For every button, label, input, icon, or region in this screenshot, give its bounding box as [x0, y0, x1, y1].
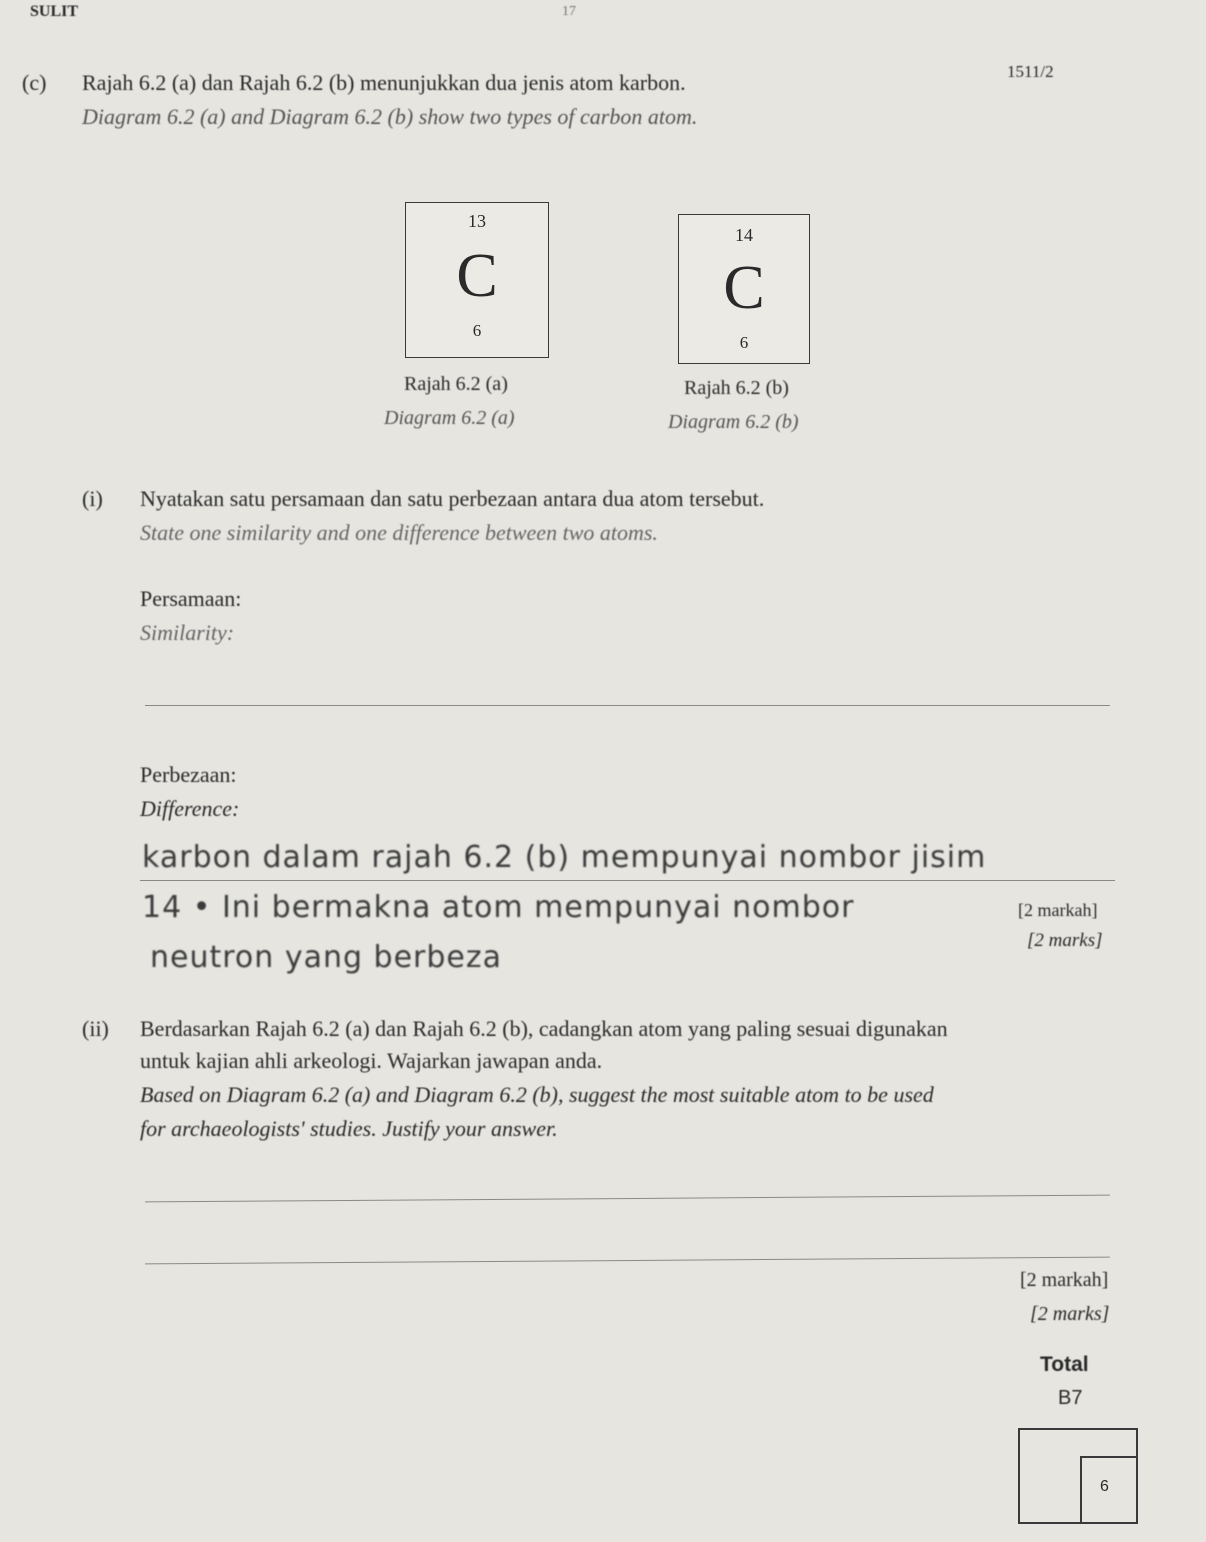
question-c-english: Diagram 6.2 (a) and Diagram 6.2 (b) show two types of carbon atom. [82, 104, 698, 129]
question-number-c: (c) [22, 70, 47, 95]
part-i-marks-malay: [2 markah] [1018, 900, 1098, 920]
total-score-box[interactable] [1080, 1456, 1138, 1524]
part-i-english: State one similarity and one difference between two atoms. [140, 520, 658, 545]
question-c-malay: Rajah 6.2 (a) dan Rajah 6.2 (b) menunjukkan dua jenis atom karbon. [82, 70, 686, 95]
diagram-b-symbol: C [723, 254, 765, 322]
similarity-label-malay: Persamaan: [140, 586, 242, 611]
paper-code: 1511/2 [1007, 62, 1054, 81]
diagram-a-box [405, 202, 549, 358]
part-ii-marks-english: [2 marks] [1030, 1303, 1110, 1325]
difference-answer-line-1[interactable] [140, 880, 1115, 881]
diagram-b-mass-number: 14 [735, 225, 753, 245]
diagram-b-caption-english: Diagram 6.2 (b) [668, 411, 799, 433]
part-i-marks-english: [2 marks] [1027, 930, 1103, 951]
part-ii-english-line-2: for archaeologists' studies. Justify your answer. [140, 1116, 558, 1141]
part-ii-answer-line-2[interactable] [145, 1257, 1110, 1265]
page-number: 17 [562, 4, 576, 19]
part-i-malay: Nyatakan satu persamaan dan satu perbezaan antara dua atom tersebut. [140, 486, 765, 511]
diagram-b-proton-number: 6 [739, 333, 749, 352]
diagram-a-symbol: C [456, 242, 498, 310]
handwritten-answer-line-1: karbon dalam rajah 6.2 (b) mempunyai nombor jisim [142, 840, 987, 875]
diagram-a-caption-malay: Rajah 6.2 (a) [404, 373, 508, 395]
diagram-a-mass-number: 13 [468, 211, 486, 231]
part-ii-english-line-1: Based on Diagram 6.2 (a) and Diagram 6.2 (b), suggest the most suitable atom to be used [140, 1082, 934, 1107]
part-ii-marks-malay: [2 markah] [1020, 1269, 1109, 1291]
part-ii-malay-line-1: Berdasarkan Rajah 6.2 (a) dan Rajah 6.2 (b), cadangkan atom yang paling sesuai digunakan [140, 1016, 948, 1041]
difference-label-malay: Perbezaan: [140, 762, 237, 787]
part-ii-malay-line-2: untuk kajian ahli arkeologi. Wajarkan jawapan anda. [140, 1048, 603, 1073]
diagram-a-caption-english: Diagram 6.2 (a) [384, 407, 515, 429]
similarity-answer-line[interactable] [145, 705, 1110, 706]
diagram-a-proton-number: 6 [472, 321, 482, 340]
total-section-code: B7 [1058, 1387, 1083, 1409]
total-label: Total [1040, 1353, 1089, 1376]
similarity-label-english: Similarity: [140, 620, 235, 645]
diagram-b-box [678, 214, 810, 364]
handwritten-answer-line-3: neutron yang berbeza [150, 940, 503, 975]
difference-label-english: Difference: [140, 796, 240, 821]
question-number-i: (i) [82, 486, 103, 511]
handwritten-answer-line-2: 14 • Ini bermakna atom mempunyai nombor [142, 890, 855, 925]
question-number-ii: (ii) [82, 1016, 109, 1041]
diagram-b-caption-malay: Rajah 6.2 (b) [684, 377, 789, 399]
part-ii-answer-line-1[interactable] [145, 1195, 1110, 1203]
total-max-marks: 6 [1100, 1478, 1109, 1495]
header-sulit: SULIT [30, 3, 79, 20]
